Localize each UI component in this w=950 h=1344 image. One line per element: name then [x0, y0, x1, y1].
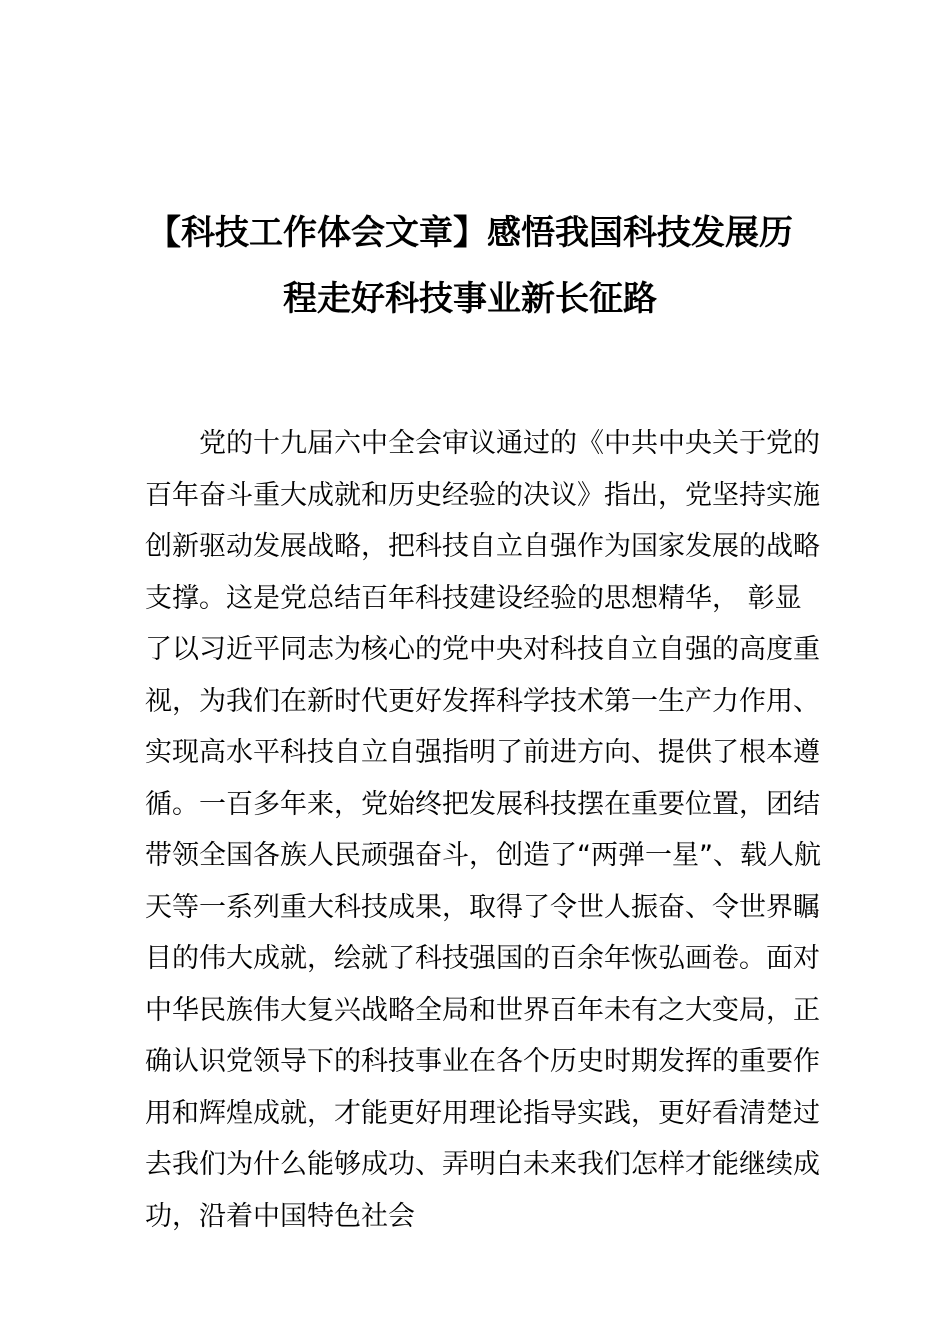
- body-line-11: 目的伟大成就，绘就了科技强国的百余年恢弘画卷。面对: [145, 943, 820, 974]
- body-line-9: 带领全国各族人民顽强奋斗，创造了“两弹一星”、载人航: [145, 840, 821, 871]
- body-line-8: 循。一百多年来，党始终把发展科技摆在重要位置，团结: [145, 788, 820, 820]
- body-line-10: 天等一系列重大科技成果，取得了令世人振奋、令世界瞩: [145, 891, 820, 923]
- body-paragraph: [145, 418, 830, 1242]
- body-line-7: 实现高水平科技自立自强指明了前进方向、提供了根本遵: [145, 737, 820, 768]
- document-title: [120, 200, 820, 332]
- body-line-1: 党的十九届六中全会审议通过的《中共中央关于党的: [199, 428, 820, 459]
- body-line-5: 了以习近平同志为核心的党中央对科技自立自强的高度重: [145, 634, 820, 665]
- title-line-2: 程走好科技事业新长征路: [283, 279, 657, 319]
- body-line-16: 功，沿着中国特色社会: [145, 1200, 415, 1232]
- title-line-1: 【科技工作体会文章】感悟我国科技发展历: [147, 213, 793, 253]
- body-line-15: 去我们为什么能够成功、弄明白未来我们怎样才能继续成: [145, 1149, 820, 1180]
- body-line-12: 中华民族伟大复兴战略全局和世界百年未有之大变局，正: [145, 994, 820, 1026]
- body-line-13: 确认识党领导下的科技事业在各个历史时期发挥的重要作: [145, 1046, 820, 1077]
- body-line-2: 百年奋斗重大成就和历史经验的决议》指出，党坚持实施: [145, 479, 820, 511]
- body-line-14: 用和辉煌成就，才能更好用理论指导实践，更好看清楚过: [145, 1097, 820, 1129]
- body-line-4: 支撑。这是党总结百年科技建设经验的思想精华， 彰显: [145, 582, 802, 614]
- body-line-3: 创新驱动发展战略，把科技自立自强作为国家发展的战略: [145, 531, 820, 562]
- body-line-6: 视，为我们在新时代更好发挥科学技术第一生产力作用、: [145, 685, 820, 717]
